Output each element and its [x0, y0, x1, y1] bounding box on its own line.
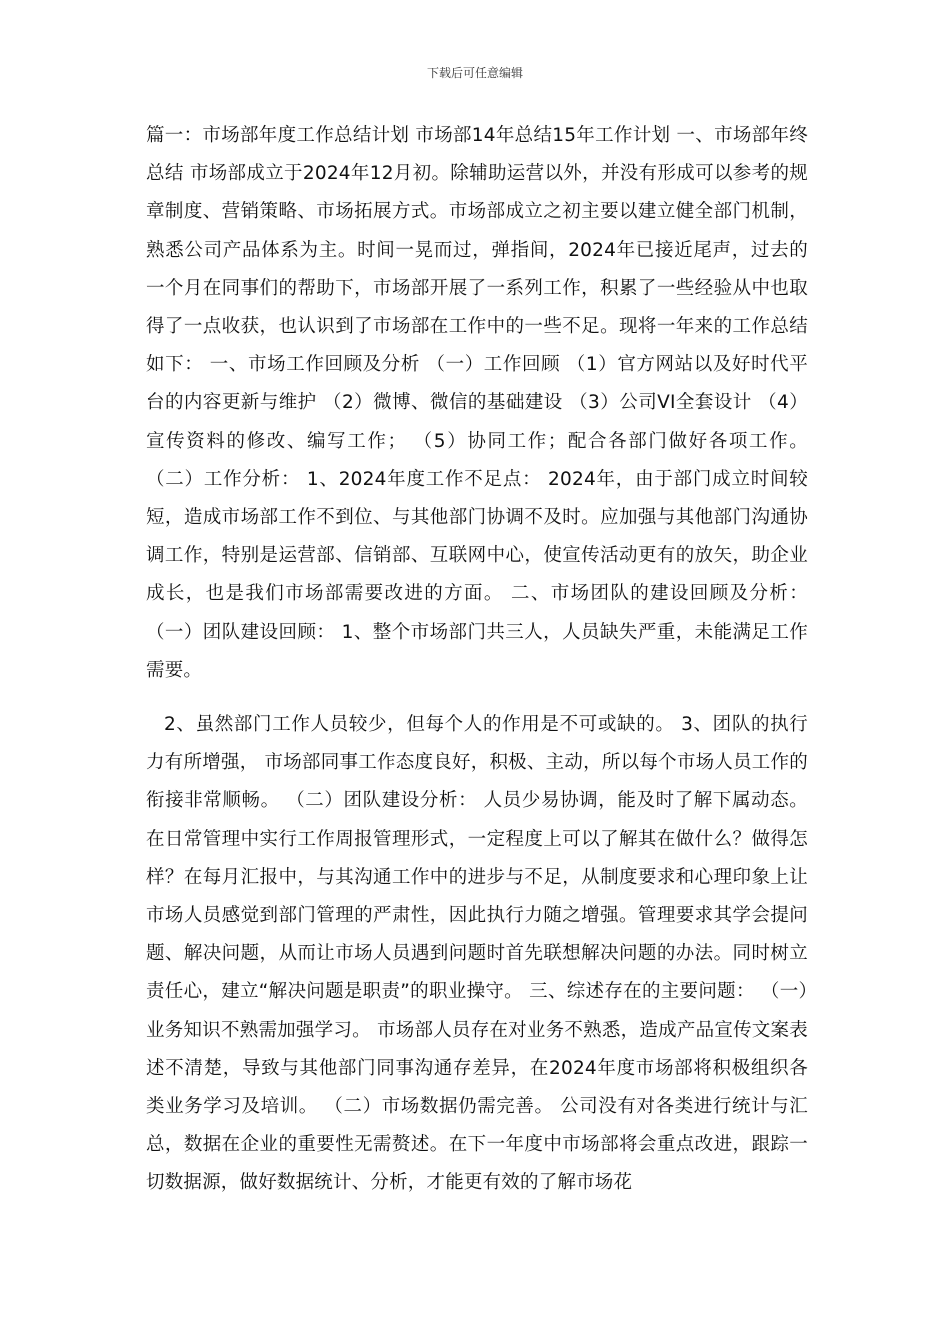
page-header: 下载后可任意编辑: [426, 66, 523, 80]
body-paragraph-2: 2、虽然部门工作人员较少，但每个人的作用是不可或缺的。 3、团队的执行力有所增强， 市场部同事工作态度良好，积极、主动，所以每个市场人员工作的衔接非常顺畅。 （二）团队建设分析： 人员少易协调，能及时了解下属动态。在日常管理中实行工作周报管理形式，一定程度上可以了解其在做什么？做得怎样？在每月汇报中，与其沟通工作中的进步与不足，从制度要求和心理印象上让市场人员感觉到部门管理的严肃性，因此执行力随之增强。管理要求其学会提问题、解决问题，从而让市场人员遇到问题时首先联想解决问题的办法。同时树立责任心，建立“解决问题是职责”的职业操守。 三、综述存在的主要问题： （一）业务知识不熟需加强学习。 市场部人员存在对业务不熟悉，造成产品宣传文案表述不清楚，导致与其他部门同事沟通存差异，在2024年度市场部将积极组织各类业务学习及培训。 （二）市场数据仍需完善。 公司没有对各类进行统计与汇总，数据在企业的重要性无需赘述。在下一年度中市场部将会重点改进，跟踪一切数据源，做好数据统计、分析，才能更有效的了解市场花: [146, 714, 808, 1194]
body-paragraph-1: 篇一：市场部年度工作总结计划 市场部14年总结15年工作计划 一、市场部年终总结 市场部成立于2024年12月初。除辅助运营以外，并没有形成可以参考的规章制度、营销策略、市场拓展方式。市场部成立之初主要以建立健全部门机制，熟悉公司产品体系为主。时间一晃而过，弹指间，2024年已接近尾声，过去的一个月在同事们的帮助下，市场部开展了一系列工作，积累了一些经验从中也取得了一点收获，也认识到了市场部在工作中的一些不足。现将一年来的工作总结如下： 一、市场工作回顾及分析 （一）工作回顾 （1）官方网站以及好时代平台的内容更新与维护 （2）微博、微信的基础建设 （3）公司VI全套设计 （4）宣传资料的修改、编写工作； （5）协同工作；配合各部门做好各项工作。 （二）工作分析： 1、2024年度工作不足点： 2024年，由于部门成立时间较短，造成市场部工作不到位、与其他部门协调不及时。应加强与其他部门沟通协调工作，特别是运营部、信销部、互联网中心，使宣传活动更有的放矢，助企业成长，也是我们市场部需要改进的方面。 二、市场团队的建设回顾及分析： （一）团队建设回顾： 1、整个市场部门共三人，人员缺失严重，未能满足工作需要。: [146, 125, 808, 681]
